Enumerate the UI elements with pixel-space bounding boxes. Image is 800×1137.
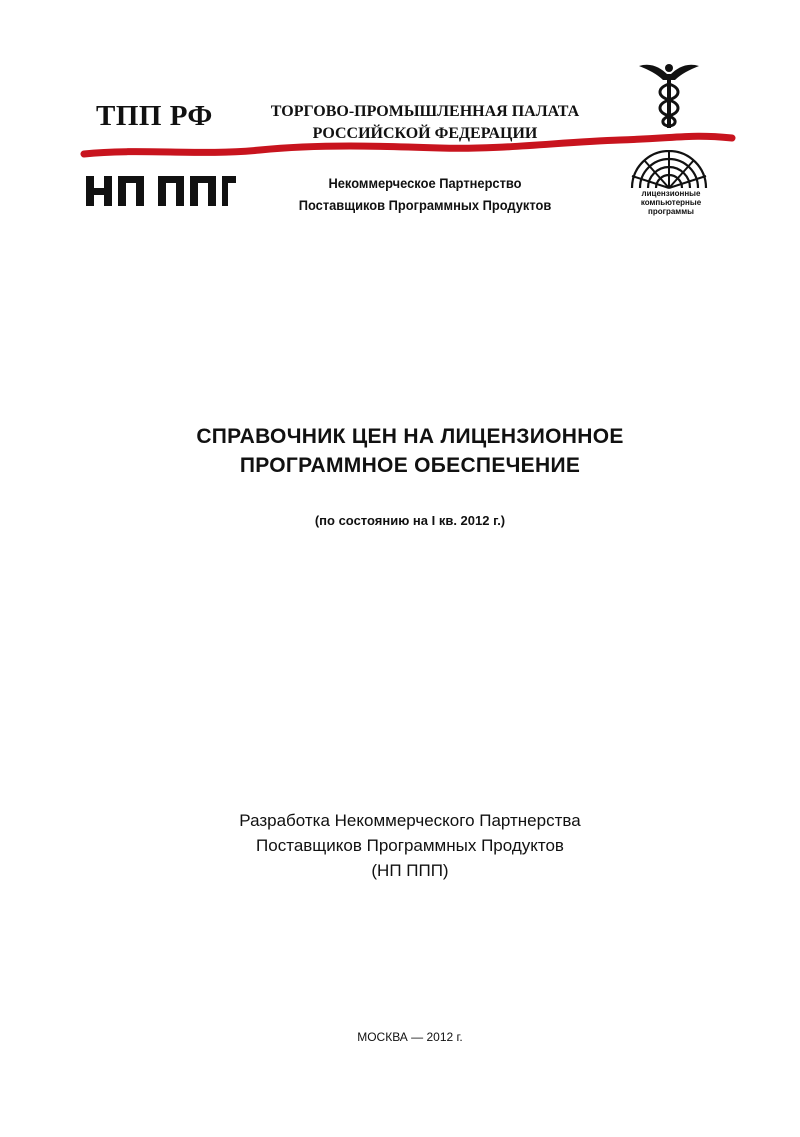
developer-line3: (НП ППП)	[371, 861, 449, 880]
developer-line2: Поставщиков Программных Продуктов	[256, 836, 564, 855]
chamber-name-line1: ТОРГОВО-ПРОМЫШЛЕННАЯ ПАЛАТА	[270, 103, 580, 120]
partnership-name-line2: Поставщиков Программных Продуктов	[298, 197, 552, 213]
licensed-software-sun-logo	[624, 150, 714, 190]
document-title	[60, 422, 760, 480]
document-subtitle: (по состоянию на I кв. 2012 г.)	[314, 513, 506, 528]
document-title-line2: ПРОГРАММНОЕ ОБЕСПЕЧЕНИЕ	[239, 454, 581, 477]
licensed-software-logo-text	[626, 189, 716, 216]
partnership-name-line1: Некоммерческое Партнерство	[328, 175, 522, 191]
developer-credit	[60, 808, 760, 883]
sun-logo-text-line2: компьютерные	[640, 198, 702, 207]
city-year: МОСКВА — 2012 г.	[357, 1030, 463, 1044]
caduceus-emblem-icon	[637, 58, 701, 130]
document-title-line1: СПРАВОЧНИК ЦЕН НА ЛИЦЕНЗИОННОЕ	[196, 425, 624, 448]
partnership-name	[255, 172, 595, 216]
sun-logo-text-line1: лицензионные	[641, 189, 701, 198]
tpp-rf-logo-text: ТПП РФ	[96, 100, 213, 132]
sun-logo-text-line3: программы	[648, 207, 694, 216]
np-ppp-logo	[86, 174, 236, 210]
developer-line1: Разработка Некоммерческого Партнерства	[239, 811, 581, 830]
chamber-name-line2: РОССИЙСКОЙ ФЕДЕРАЦИИ	[312, 125, 538, 142]
